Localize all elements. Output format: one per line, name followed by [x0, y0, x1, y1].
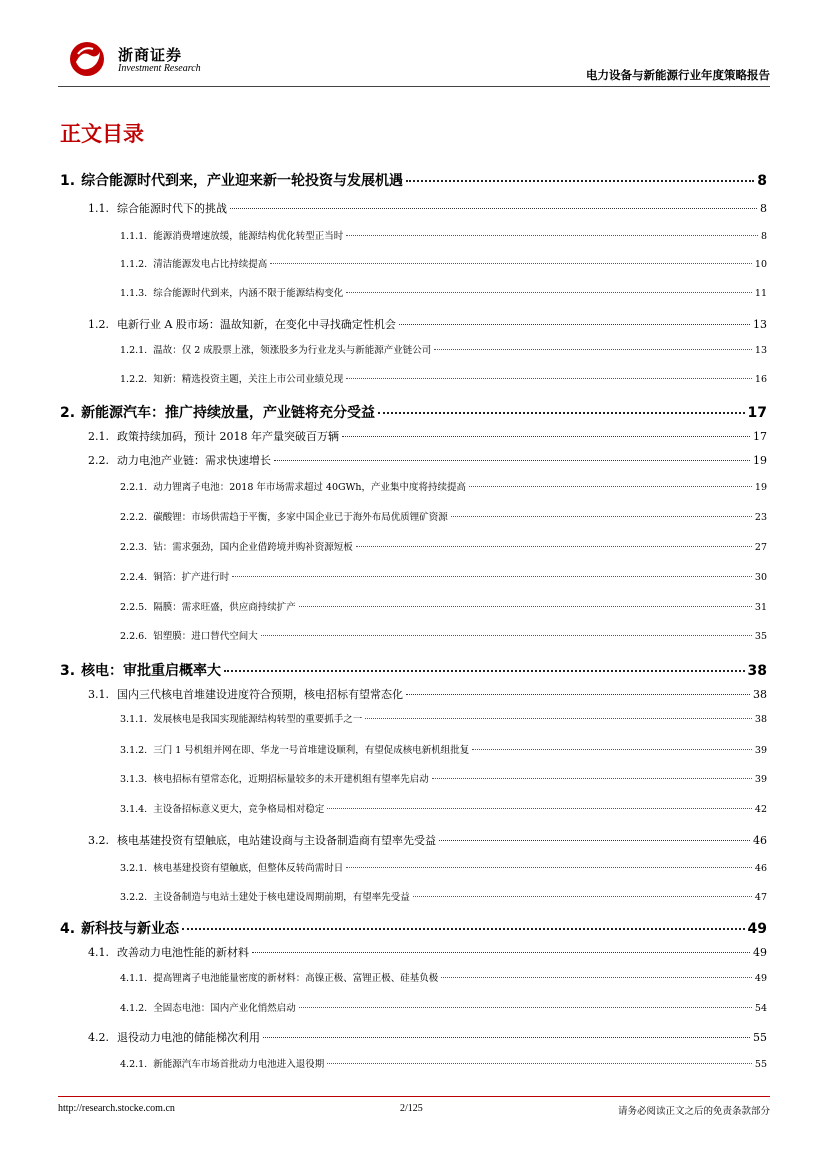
toc-entry-page: 39: [754, 774, 767, 785]
toc-entry-page: 8: [757, 173, 767, 189]
toc-entry-page: 31: [754, 602, 767, 613]
toc-entry-title: 隔膜：需求旺盛，供应商持续扩产: [153, 602, 296, 613]
page-header: [58, 36, 770, 88]
toc-entry-level-1[interactable]: [60, 402, 767, 422]
toc-entry-level-3[interactable]: [60, 771, 767, 785]
toc-entry-title: 清洁能源发电占比持续提高: [153, 259, 268, 270]
toc-entry-title: 铝塑膜：进口替代空间大: [153, 631, 258, 642]
toc-entry-page: 55: [753, 1031, 767, 1044]
toc-entry-level-2[interactable]: [60, 452, 767, 468]
report-title: 电力设备与新能源行业年度策略报告: [586, 68, 770, 82]
toc-entry-number: 4.1.1.: [120, 973, 148, 984]
toc-entry-level-3[interactable]: [60, 569, 767, 583]
toc-entry-title: 国内三代核电首堆建设进度符合预期，核电招标有望常态化: [117, 688, 403, 701]
toc-dot-leader: [274, 460, 750, 461]
toc-entry-number: 1.: [60, 173, 76, 189]
toc-dot-leader: [399, 324, 750, 325]
toc-entry-title: 综合能源时代下的挑战: [117, 202, 227, 215]
toc-entry-title: 知新：精选投资主题，关注上市公司业绩兑现: [153, 374, 344, 385]
toc-entry-level-2[interactable]: [60, 1029, 767, 1045]
toc-entry-level-3[interactable]: [60, 801, 767, 815]
toc-entry-page: 47: [754, 892, 767, 903]
toc-entry-number: 1.2.1.: [120, 345, 148, 356]
toc-entry-page: 8: [760, 231, 767, 242]
toc-entry-title: 核电招标有望常态化，近期招标量较多的未开建机组有望率先启动: [153, 774, 429, 785]
toc-entry-page: 30: [754, 572, 767, 583]
toc-entry-page: 39: [754, 745, 767, 756]
toc-dot-leader: [232, 576, 752, 577]
toc-entry-title: 提高锂离子电池能量密度的新材料：高镍正极、富锂正极、硅基负极: [153, 973, 439, 984]
toc-entry-level-3[interactable]: [60, 1000, 767, 1014]
toc-entry-level-3[interactable]: [60, 599, 767, 613]
toc-entry-title: 政策持续加码，预计 2018 年产量突破百万辆: [117, 430, 339, 443]
toc-entry-title: 退役动力电池的储能梯次利用: [117, 1031, 260, 1044]
toc-entry-number: 1.1.3.: [120, 288, 148, 299]
toc-entry-number: 1.1.2.: [120, 259, 148, 270]
footer-url[interactable]: http://research.stocke.com.cn: [58, 1103, 175, 1114]
toc-dot-leader: [406, 694, 750, 695]
footer-divider: [58, 1096, 770, 1097]
toc-dot-leader: [346, 235, 758, 236]
toc-entry-number: 2.2.4.: [120, 572, 148, 583]
toc-dot-leader: [327, 808, 752, 809]
toc-entry-title: 钴：需求强劲，国内企业借跨境并购补资源短板: [153, 542, 353, 553]
header-divider: [58, 86, 770, 87]
toc-entry-title: 碳酸锂：市场供需趋于平衡，多家中国企业已于海外布局优质锂矿资源: [153, 512, 448, 523]
toc-entry-page: 13: [754, 345, 767, 356]
toc-dot-leader: [378, 412, 744, 414]
toc-entry-level-3[interactable]: [60, 371, 767, 385]
toc-entry-number: 4.1.2.: [120, 1003, 148, 1014]
toc-entry-level-2[interactable]: [60, 316, 767, 332]
toc-entry-level-3[interactable]: [60, 479, 767, 493]
toc-entry-number: 2.2.6.: [120, 631, 148, 642]
toc-entry-title: 全固态电池：国内产业化悄然启动: [153, 1003, 296, 1014]
toc-entry-level-3[interactable]: [60, 228, 767, 242]
toc-entry-title: 新能源汽车市场首批动力电池进入退役期: [153, 1059, 325, 1070]
toc-entry-title: 动力电池产业链：需求快速增长: [117, 454, 271, 467]
toc-dot-leader: [263, 1037, 750, 1038]
toc-entry-title: 新科技与新业态: [81, 921, 180, 937]
toc-entry-title: 能源消费增速放缓，能源结构优化转型正当时: [153, 231, 344, 242]
toc-entry-page: 38: [754, 714, 767, 725]
toc-dot-leader: [299, 1007, 752, 1008]
toc-entry-title: 综合能源时代到来，产业迎来新一轮投资与发展机遇: [81, 173, 404, 189]
toc-entry-page: 49: [754, 973, 767, 984]
toc-entry-page: 27: [754, 542, 767, 553]
toc-entry-title: 核电：审批重启概率大: [81, 663, 222, 679]
toc-entry-number: 1.1.: [88, 202, 109, 215]
toc-entry-number: 3.1.1.: [120, 714, 148, 725]
toc-entry-level-2[interactable]: [60, 428, 767, 444]
toc-entry-title: 三门 1 号机组并网在即、华龙一号首堆建设顺利，有望促成核电新机组批复: [153, 745, 470, 756]
toc-entry-title: 核电基建投资有望触底，但整体反转尚需时日: [153, 863, 344, 874]
toc-entry-level-3[interactable]: [60, 970, 767, 984]
toc-dot-leader: [261, 635, 752, 636]
toc-entry-number: 4.2.: [88, 1031, 109, 1044]
toc-entry-page: 13: [753, 318, 767, 331]
toc-entry-page: 46: [753, 834, 767, 847]
toc-dot-leader: [346, 867, 752, 868]
toc-entry-number: 2.2.1.: [120, 482, 148, 493]
brand-tagline: Investment Research: [118, 63, 201, 74]
toc-entry-number: 3.1.4.: [120, 804, 148, 815]
company-logo-icon: [66, 40, 108, 78]
toc-entry-page: 46: [754, 863, 767, 874]
toc-dot-leader: [346, 292, 752, 293]
toc-entry-page: 19: [753, 454, 767, 467]
page-number: 2/125: [400, 1103, 423, 1114]
toc-entry-level-3[interactable]: [60, 342, 767, 356]
toc-entry-page: 38: [747, 663, 767, 679]
toc-entry-number: 4.2.1.: [120, 1059, 148, 1070]
toc-entry-page: 17: [753, 430, 767, 443]
toc-entry-level-3[interactable]: [60, 256, 767, 270]
toc-entry-number: 1.2.2.: [120, 374, 148, 385]
toc-entry-number: 3.1.3.: [120, 774, 148, 785]
toc-entry-number: 3.1.: [88, 688, 109, 701]
toc-dot-leader: [469, 486, 752, 487]
toc-entry-page: 23: [754, 512, 767, 523]
toc-entry-title: 主设备制造与电站土建处于核电建设周期前期，有望率先受益: [153, 892, 410, 903]
toc-dot-leader: [451, 516, 752, 517]
toc-entry-page: 49: [747, 921, 767, 937]
toc-entry-number: 2.2.2.: [120, 512, 148, 523]
toc-entry-title: 主设备招标意义更大，竞争格局相对稳定: [153, 804, 325, 815]
toc-entry-title: 发展核电是我国实现能源结构转型的重要抓手之一: [153, 714, 363, 725]
toc-entry-number: 1.1.1.: [120, 231, 148, 242]
toc-dot-leader: [230, 208, 757, 209]
toc-entry-number: 3.2.1.: [120, 863, 148, 874]
toc-entry-number: 4.1.: [88, 946, 109, 959]
toc-entry-page: 16: [754, 374, 767, 385]
toc-entry-level-3[interactable]: [60, 889, 767, 903]
toc-entry-level-3[interactable]: [60, 628, 767, 642]
toc-entry-page: 17: [747, 405, 767, 421]
page-title: 正文目录: [60, 122, 144, 146]
toc-dot-leader: [365, 718, 752, 719]
toc-entry-page: 19: [754, 482, 767, 493]
toc-entry-title: 新能源汽车：推广持续放量，产业链将充分受益: [81, 405, 376, 421]
toc-entry-title: 动力锂离子电池：2018 年市场需求超过 40GWh，产业集中度将持续提高: [153, 482, 466, 493]
toc-dot-leader: [406, 180, 754, 182]
toc-dot-leader: [441, 977, 752, 978]
toc-entry-page: 8: [760, 202, 767, 215]
disclaimer-note: 请务必阅读正文之后的免责条款部分: [617, 1106, 770, 1117]
toc-dot-leader: [439, 840, 750, 841]
toc-dot-leader: [270, 263, 752, 264]
toc-entry-title: 核电基建投资有望触底，电站建设商与主设备制造商有望率先受益: [117, 834, 436, 847]
toc-entry-number: 3.2.: [88, 834, 109, 847]
toc-dot-leader: [252, 952, 750, 953]
toc-entry-page: 42: [754, 804, 767, 815]
toc-entry-number: 2.2.: [88, 454, 109, 467]
toc-entry-level-3[interactable]: [60, 742, 767, 756]
toc-dot-leader: [327, 1063, 752, 1064]
toc-entry-level-3[interactable]: [60, 285, 767, 299]
toc-dot-leader: [413, 896, 752, 897]
toc-dot-leader: [472, 749, 752, 750]
toc-entry-level-3[interactable]: [60, 1056, 767, 1070]
toc-entry-title: 铜箔：扩产进行时: [153, 572, 230, 583]
toc-entry-level-3[interactable]: [60, 860, 767, 874]
toc-dot-leader: [346, 378, 752, 379]
brand-name: 浙商证券: [118, 46, 183, 64]
toc-entry-level-2[interactable]: [60, 200, 767, 216]
toc-entry-title: 温故：仅 2 成股票上涨，领涨股多为行业龙头与新能源产业链公司: [153, 345, 432, 356]
toc-entry-number: 3.2.2.: [120, 892, 148, 903]
toc-entry-page: 54: [754, 1003, 767, 1014]
toc-entry-level-3[interactable]: [60, 711, 767, 725]
toc-entry-level-3[interactable]: [60, 539, 767, 553]
toc-dot-leader: [224, 670, 744, 672]
toc-entry-number: 2.2.5.: [120, 602, 148, 613]
toc-entry-title: 综合能源时代到来，内涵不限于能源结构变化: [153, 288, 344, 299]
toc-dot-leader: [356, 546, 752, 547]
toc-entry-number: 3.1.2.: [120, 745, 148, 756]
toc-entry-title: 改善动力电池性能的新材料: [117, 946, 249, 959]
toc-entry-number: 2.2.3.: [120, 542, 148, 553]
toc-entry-page: 38: [753, 688, 767, 701]
toc-entry-page: 35: [754, 631, 767, 642]
toc-entry-page: 55: [754, 1059, 767, 1070]
toc-dot-leader: [299, 606, 752, 607]
toc-entry-page: 11: [754, 288, 767, 299]
toc-entry-number: 2.: [60, 405, 76, 421]
toc-entry-level-1[interactable]: [60, 170, 767, 190]
toc-entry-number: 4.: [60, 921, 76, 937]
toc-entry-level-1[interactable]: [60, 918, 767, 938]
toc-entry-number: 3.: [60, 663, 76, 679]
toc-entry-level-2[interactable]: [60, 944, 767, 960]
toc-entry-number: 2.1.: [88, 430, 109, 443]
toc-entry-level-2[interactable]: [60, 686, 767, 702]
toc-entry-level-3[interactable]: [60, 509, 767, 523]
toc-entry-level-2[interactable]: [60, 832, 767, 848]
toc-entry-page: 10: [754, 259, 767, 270]
toc-dot-leader: [434, 349, 752, 350]
toc-dot-leader: [342, 436, 750, 437]
toc-dot-leader: [182, 928, 744, 930]
toc-entry-page: 49: [753, 946, 767, 959]
toc-entry-title: 电新行业 A 股市场：温故知新，在变化中寻找确定性机会: [117, 318, 396, 331]
toc-dot-leader: [432, 778, 752, 779]
toc-entry-number: 1.2.: [88, 318, 109, 331]
toc-entry-level-1[interactable]: [60, 660, 767, 680]
